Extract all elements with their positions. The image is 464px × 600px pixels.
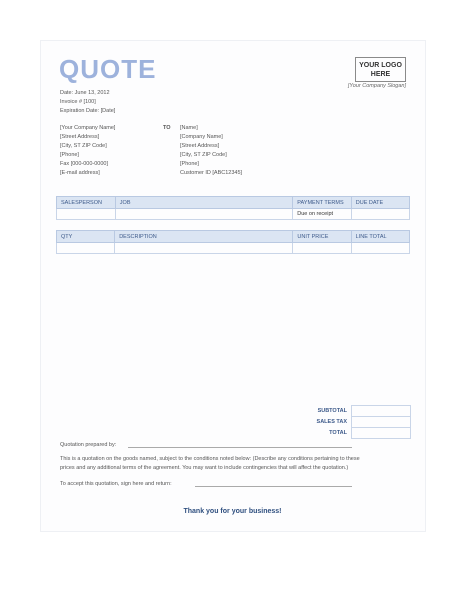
total-row xyxy=(293,428,411,439)
quote-date: Date: June 13, 2012 xyxy=(60,90,110,96)
description-cell[interactable] xyxy=(115,243,293,254)
items-table xyxy=(56,230,410,254)
col-payment-terms: PAYMENT TERMS xyxy=(293,197,351,209)
job-cell[interactable] xyxy=(115,209,292,220)
sales-tax-label: SALES TAX xyxy=(316,419,347,425)
totals-table xyxy=(293,405,411,439)
quote-meta xyxy=(60,89,115,116)
company-slogan: [Your Company Slogan] xyxy=(347,83,406,89)
col-due-date: DUE DATE xyxy=(351,197,409,209)
due-date-cell[interactable] xyxy=(351,209,409,220)
accept-label: To accept this quotation, sign here and return: xyxy=(60,481,172,487)
sales-tax-row xyxy=(293,417,411,428)
from-phone: [Phone] xyxy=(60,152,79,158)
line-total-cell[interactable] xyxy=(351,243,409,254)
payment-terms-cell[interactable]: Due on receipt xyxy=(293,209,351,220)
unit-price-cell[interactable] xyxy=(293,243,351,254)
from-street: [Street Address] xyxy=(60,134,100,140)
qty-cell[interactable] xyxy=(57,243,115,254)
col-salesperson: SALESPERSON xyxy=(57,197,116,209)
subtotal-row xyxy=(293,406,411,417)
prepared-by-label: Quotation prepared by: xyxy=(60,442,117,448)
prepared-by-line[interactable] xyxy=(128,447,352,448)
to-name: [Name] xyxy=(180,125,198,131)
quotation-terms: This is a quotation on the goods named, subject to the conditions noted below: (Describe any conditions pertaining to these prices and any additional terms of the agreement. You may want to include contingencies that will affect the quotation.) xyxy=(60,456,360,471)
from-company: [Your Company Name] xyxy=(60,125,116,131)
to-city: [City, ST ZIP Code] xyxy=(180,152,227,158)
subtotal-label: SUBTOTAL xyxy=(317,408,347,414)
to-label: TO xyxy=(163,125,171,131)
col-job: JOB xyxy=(115,197,292,209)
col-unit-price: UNIT PRICE xyxy=(293,231,351,243)
from-fax: Fax [000-000-0000] xyxy=(60,161,109,167)
from-city: [City, ST ZIP Code] xyxy=(60,143,107,149)
to-company: [Company Name] xyxy=(180,134,223,140)
col-description: DESCRIPTION xyxy=(115,231,293,243)
to-customer-id: Customer ID [ABC12345] xyxy=(180,170,243,176)
col-qty: QTY xyxy=(57,231,115,243)
items-table-header xyxy=(57,231,410,243)
invoice-number: Invoice # [100] xyxy=(60,99,96,105)
logo-placeholder: YOUR LOGO HERE xyxy=(355,57,406,82)
from-address xyxy=(60,124,115,178)
subtotal-value[interactable] xyxy=(352,406,411,417)
sales-tax-value[interactable] xyxy=(352,417,411,428)
job-table xyxy=(56,196,410,220)
table-row xyxy=(57,243,410,254)
total-label: TOTAL xyxy=(329,430,347,436)
table-row xyxy=(57,209,410,220)
page-title: QUOTE xyxy=(59,54,157,84)
to-address xyxy=(180,124,242,178)
job-table-header xyxy=(57,197,410,209)
from-email: [E-mail address] xyxy=(60,170,100,176)
signature-line[interactable] xyxy=(195,486,352,487)
thank-you-message: Thank you for your business! xyxy=(183,508,282,515)
to-phone: [Phone] xyxy=(180,161,199,167)
to-street: [Street Address] xyxy=(180,143,220,149)
salesperson-cell[interactable] xyxy=(57,209,116,220)
expiration-date: Expiration Date: [Date] xyxy=(60,108,116,114)
total-value[interactable] xyxy=(352,428,411,439)
col-line-total: LINE TOTAL xyxy=(351,231,409,243)
